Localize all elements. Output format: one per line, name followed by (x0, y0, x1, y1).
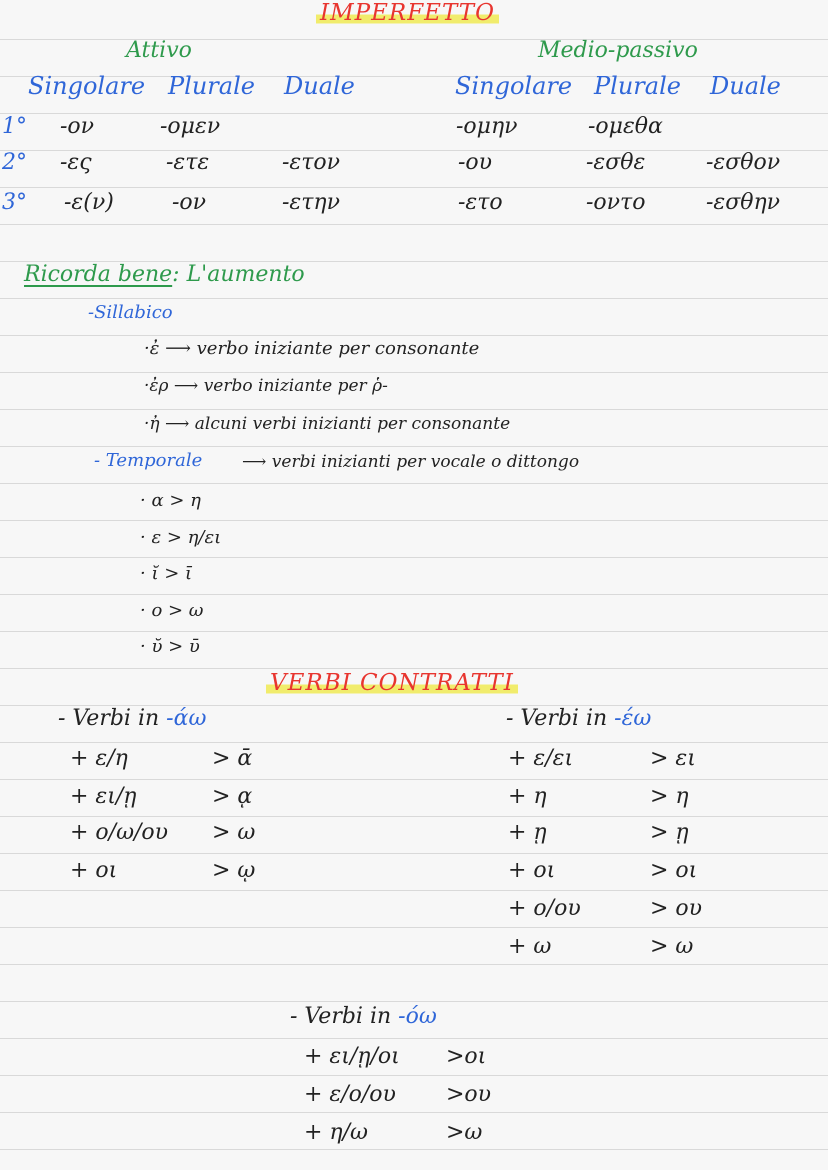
epsilon-verbs-ending: -έω (614, 706, 652, 731)
medio-3-plurale: -οντο (586, 190, 646, 215)
attivo-3-singolare: -ε(ν) (64, 190, 114, 215)
omicron-rule-left: + ε/ο/ου (304, 1082, 396, 1107)
attivo-3-plurale: -ον (172, 190, 207, 215)
medio-1-singolare: -ομην (456, 114, 518, 139)
epsilon-rule-right: > ῃ (650, 820, 689, 845)
medio-3-duale: -εσθην (706, 190, 781, 215)
epsilon-rule-left: + ε/ει (508, 746, 574, 771)
sillabico-item: ·ἐ ⟶ verbo iniziante per consonante (144, 338, 480, 359)
epsilon-rule-left: + ῃ (508, 820, 547, 845)
medio-1-plurale: -ομεθα (588, 114, 663, 139)
temporale-item: · ῐ > ῑ (140, 563, 193, 584)
omicron-rule-left: + ει/ῃ/οι (304, 1044, 400, 1069)
alpha-verbs-ending: -άω (166, 706, 207, 731)
epsilon-rule-right: > ει (650, 746, 696, 771)
verbi-contratti-title: VERBI CONTRATTI (266, 670, 518, 696)
temporale-item: · α > η (140, 490, 201, 511)
alpha-rule-left: + ει/ῃ (70, 784, 137, 809)
person-3: 3° (2, 190, 27, 215)
aumento-label: : L'aumento (172, 262, 305, 287)
attivo-2-plurale: -ετε (166, 150, 210, 175)
sillabico-item: ·ἠ ⟶ alcuni verbi inizianti per consonante (144, 414, 511, 434)
attivo-3-duale: -ετην (282, 190, 340, 215)
aumento-heading (24, 262, 305, 287)
medio-col-plurale: Plurale (594, 72, 681, 100)
temporale-desc: ⟶ verbi inizianti per vocale o dittongo (242, 452, 580, 472)
alpha-rule-right: > ᾱ (212, 746, 253, 771)
medio-2-plurale: -εσθε (586, 150, 646, 175)
imperfetto-title: IMPERFETTO (316, 0, 499, 26)
medio-2-singolare: -ου (458, 150, 493, 175)
omicron-verbs-ending: -όω (398, 1004, 437, 1029)
omicron-rule-left: + η/ω (304, 1120, 368, 1145)
medio-passivo-heading: Medio-passivo (538, 38, 698, 63)
epsilon-rule-left: + ω (508, 934, 552, 959)
attivo-col-duale: Duale (284, 72, 355, 100)
medio-col-duale: Duale (710, 72, 781, 100)
attivo-1-singolare: -ον (60, 114, 95, 139)
epsilon-rule-right: > η (650, 784, 689, 809)
sillabico-item: ·ἐρ ⟶ verbo iniziante per ῥ- (144, 376, 388, 396)
sillabico-label: -Sillabico (88, 302, 173, 323)
alpha-rule-left: + ε/η (70, 746, 128, 771)
medio-col-singolare: Singolare (455, 72, 573, 100)
alpha-rule-right: > ῳ (212, 858, 256, 883)
medio-3-singolare: -ετο (458, 190, 503, 215)
attivo-heading: Attivo (126, 38, 192, 63)
alpha-rule-right: > ω (212, 820, 256, 845)
epsilon-rule-left: + η (508, 784, 547, 809)
epsilon-rule-left: + ο/ου (508, 896, 581, 921)
omicron-verbs-prefix: - Verbi in (290, 1004, 399, 1029)
person-1: 1° (2, 114, 27, 139)
medio-2-duale: -εσθον (706, 150, 781, 175)
temporale-label: - Temporale (94, 450, 203, 471)
attivo-col-plurale: Plurale (168, 72, 255, 100)
temporale-item: · ε > η/ει (140, 527, 222, 548)
ricorda-bene-label: Ricorda bene (24, 262, 173, 287)
epsilon-verbs-prefix: - Verbi in (506, 706, 615, 731)
temporale-item: · ῠ > ῡ (140, 636, 200, 657)
alpha-rule-left: + ο/ω/ου (70, 820, 169, 845)
epsilon-rule-right: > ω (650, 934, 694, 959)
attivo-1-plurale: -ομεν (160, 114, 221, 139)
temporale-item: · ο > ω (140, 600, 204, 621)
epsilon-rule-right: > οι (650, 858, 698, 883)
omicron-rule-right: >οι (446, 1044, 487, 1069)
epsilon-rule-right: > ου (650, 896, 703, 921)
alpha-rule-right: > ᾳ (212, 784, 253, 809)
attivo-2-singolare: -ες (60, 150, 92, 175)
epsilon-verbs-heading (506, 706, 651, 731)
attivo-col-singolare: Singolare (28, 72, 146, 100)
omicron-rule-right: >ου (446, 1082, 492, 1107)
alpha-rule-left: + οι (70, 858, 118, 883)
epsilon-rule-left: + οι (508, 858, 556, 883)
attivo-2-duale: -ετον (282, 150, 341, 175)
alpha-verbs-prefix: - Verbi in (58, 706, 167, 731)
person-2: 2° (2, 150, 27, 175)
omicron-rule-right: >ω (446, 1120, 483, 1145)
omicron-verbs-heading (290, 1004, 437, 1029)
alpha-verbs-heading (58, 706, 206, 731)
